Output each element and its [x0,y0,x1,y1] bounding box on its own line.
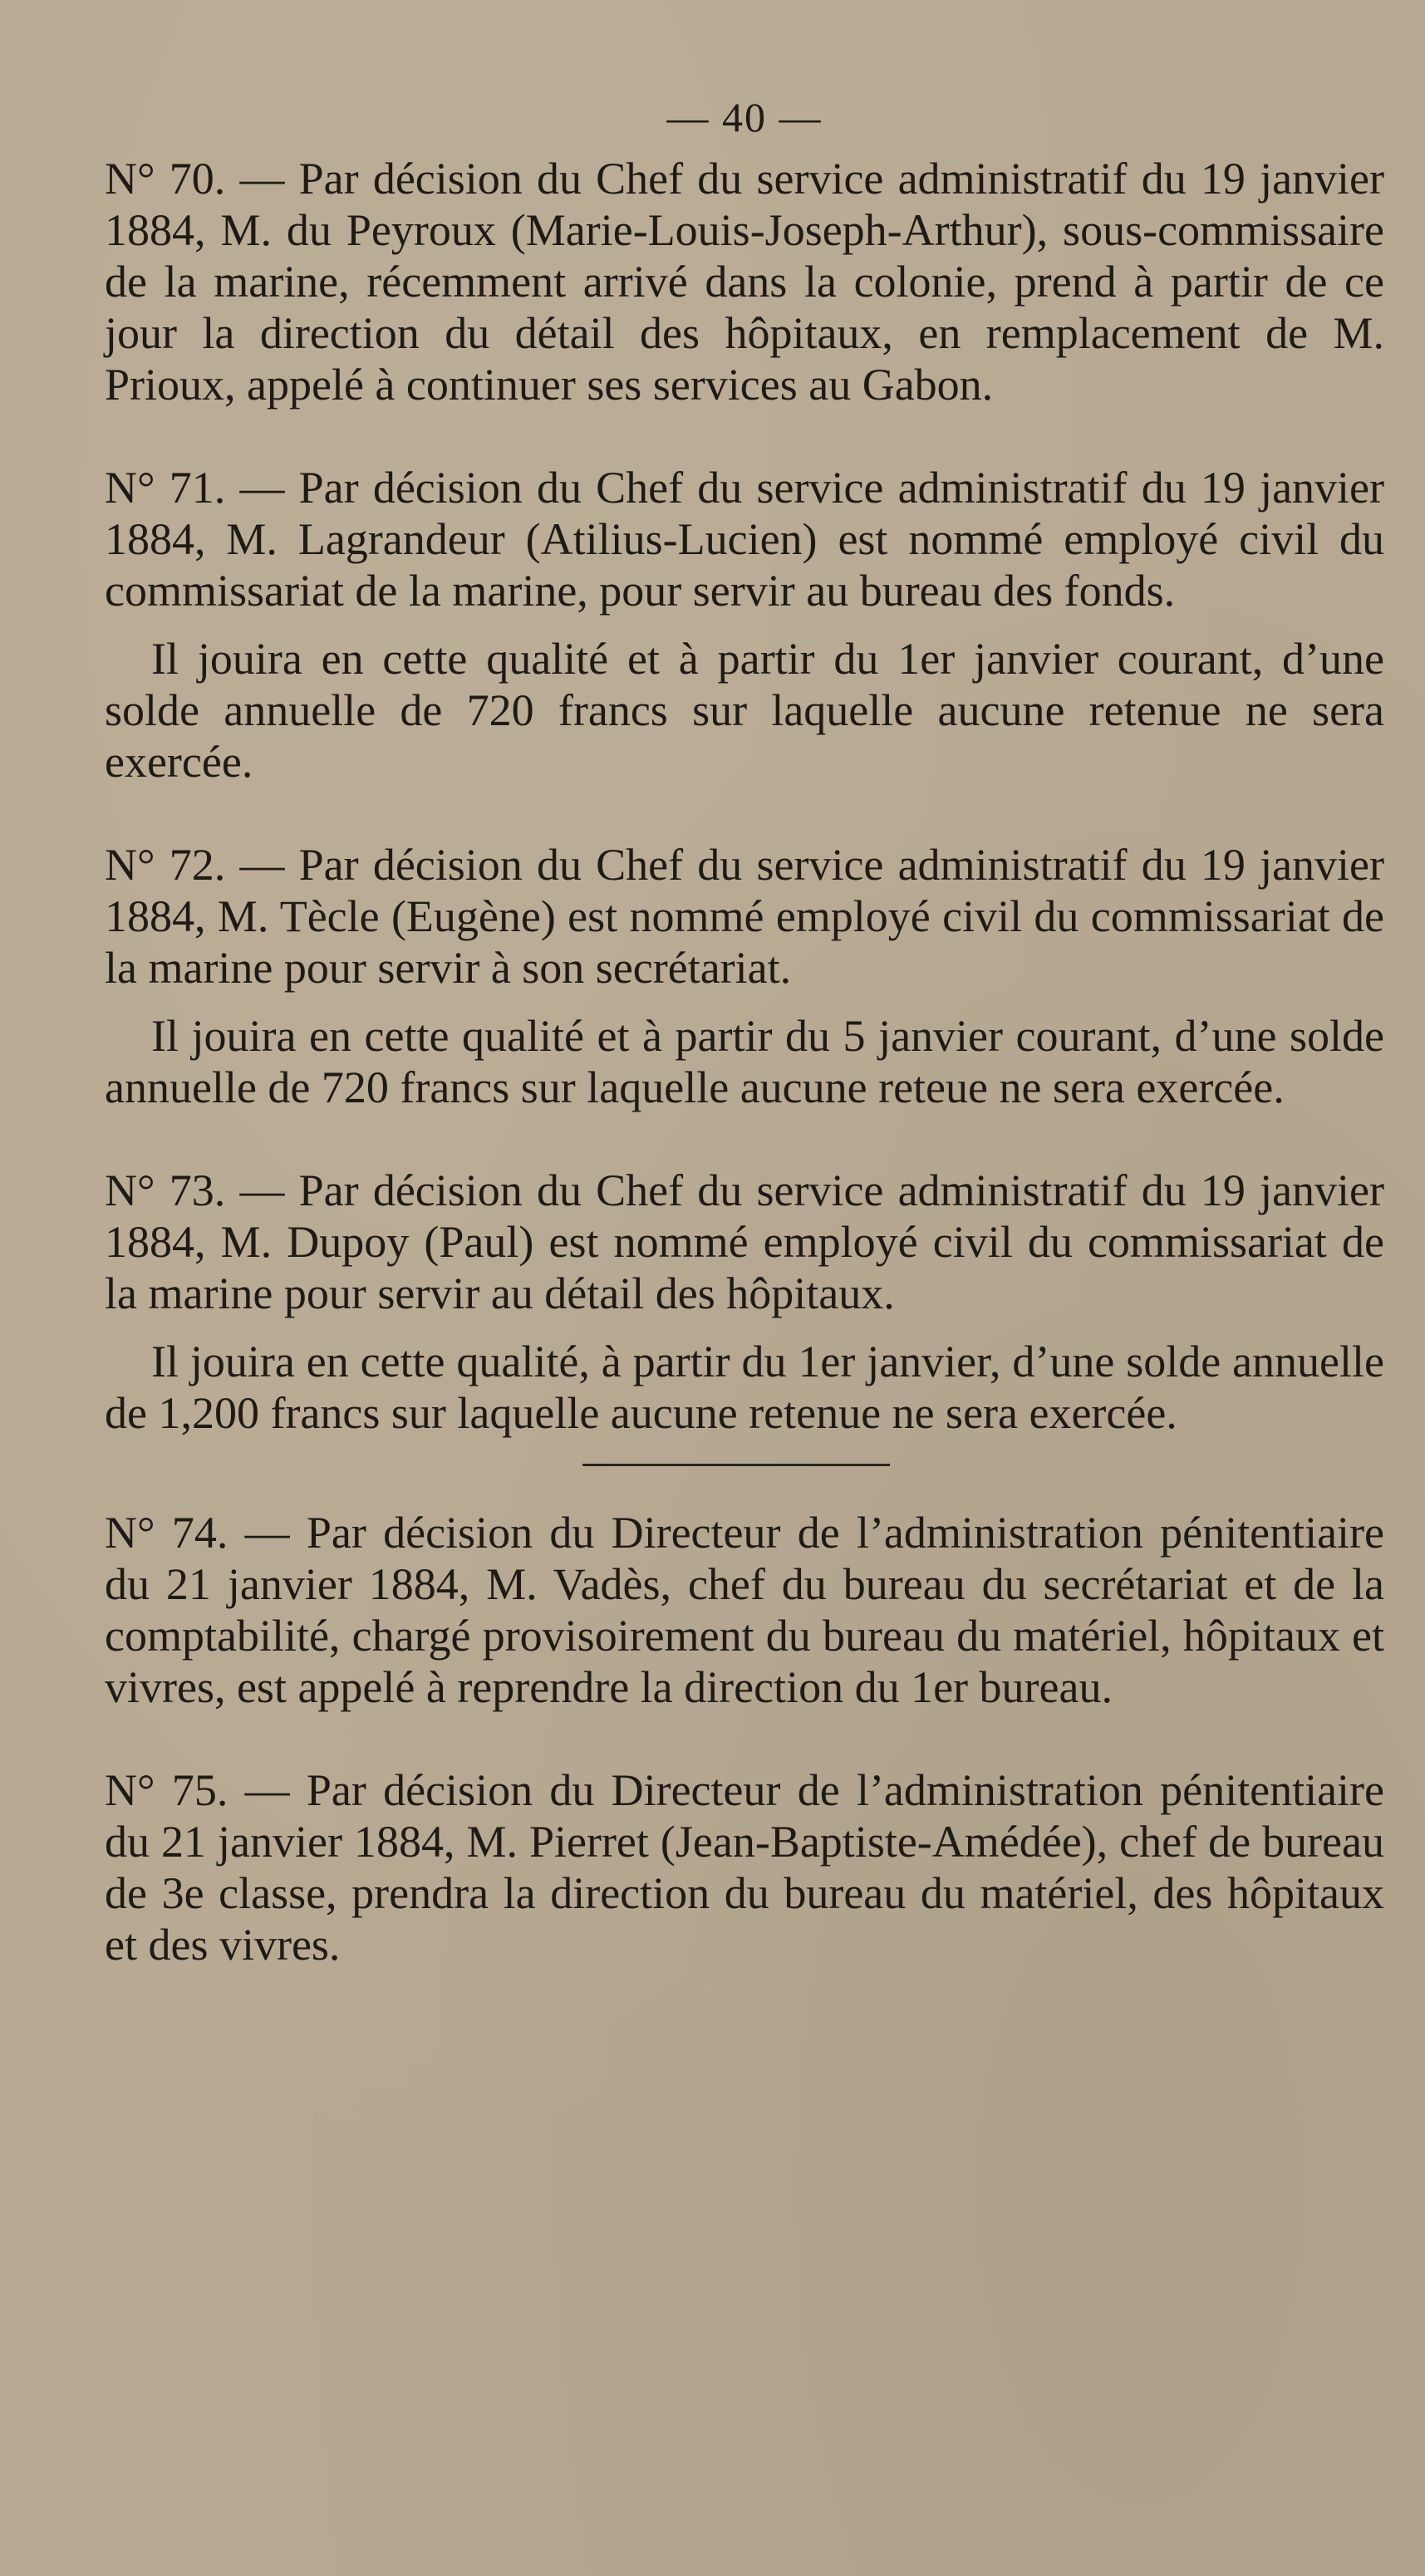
entry-number: N° 74. [105,1508,228,1558]
entry-text: — Par décision du Directeur de l’administration pénitentiaire du 21 janvier 1884, M. Pierret (Jean-Baptiste-Amédée), chef de bureau de 3e classe, prendra la direction du bureau du matériel, des hôpitaux et des vivres. [105,1765,1385,1970]
spacer [105,1490,1384,1507]
entry-paragraph [105,1764,1384,1970]
entry-71 [105,462,1384,788]
entry-text: — Par décision du Chef du service administratif du 19 janvier 1884, M. Tècle (Eugène) est nommé employé civil du commissariat de la marine pour servir à son secrétariat. [105,840,1384,993]
spacer [105,410,1384,462]
divider-line [582,1464,890,1466]
entry-paragraph [105,839,1384,994]
spacer [105,1319,1384,1336]
entry-number: N° 72. [105,840,226,890]
entry-text: — Par décision du Chef du service administratif du 19 janvier 1884, M. Dupoy (Paul) est nommé employé civil du commissariat de la marine pour servir au détail des hôpitaux. [105,1165,1384,1318]
text-column [105,91,1384,1970]
entry-paragraph: Il jouira en cette qualité et à partir du 5 janvier courant, d’une solde annuelle de 720 francs sur laquelle aucune reteue ne sera exercée. [105,1011,1384,1112]
entry-paragraph: Il jouira en cette qualité et à partir du 1er janvier courant, d’une solde annuelle de 720 francs sur laquelle aucune retenue ne sera exercée. [105,634,1384,787]
entry-74 [105,1507,1384,1713]
spacer [105,994,1384,1010]
entry-paragraph [105,153,1384,410]
entry-number: N° 75. [105,1765,228,1815]
entry-paragraph [105,1165,1384,1319]
page-number: — 40 — [666,94,823,140]
entry-text: — Par décision du Chef du service administratif du 19 janvier 1884, M. Lagrandeur (Atilius-Lucien) est nommé employé civil du commissariat de la marine, pour servir au bureau des fonds. [105,463,1384,616]
entry-text: — Par décision du Chef du service administratif du 19 janvier 1884, M. du Peyroux (Marie-Louis-Joseph-Arthur), sous-commissaire de la marine, récemment arrivé dans la colonie, prend à partir de ce jour la direction du détail des hôpitaux, en remplacement de M. Prioux, appelé à continuer ses services au Gabon. [105,154,1384,410]
spacer [105,1113,1384,1165]
entry-73 [105,1165,1384,1439]
spacer [105,1713,1384,1764]
entry-number: N° 70. [105,154,226,204]
entry-70 [105,153,1384,410]
section-divider [105,1439,1384,1490]
entry-72 [105,839,1384,1113]
entry-paragraph [105,1507,1384,1713]
entry-paragraph [105,462,1384,616]
entry-number: N° 71. [105,463,226,513]
entry-paragraph: Il jouira en cette qualité, à partir du 1er janvier, d’une solde annuelle de 1,200 francs sur laquelle aucune retenue ne sera exercée. [105,1337,1384,1438]
entry-75 [105,1764,1384,1970]
entry-number: N° 73. [105,1165,226,1215]
entry-text: — Par décision du Directeur de l’administration pénitentiaire du 21 janvier 1884, M. Vadès, chef du bureau du secrétariat et de la comptabilité, chargé provisoirement du bureau du matériel, hôpitaux et vivres, est appelé à reprendre la direction du 1er bureau. [105,1508,1385,1712]
spacer [105,788,1384,839]
spacer [105,616,1384,633]
